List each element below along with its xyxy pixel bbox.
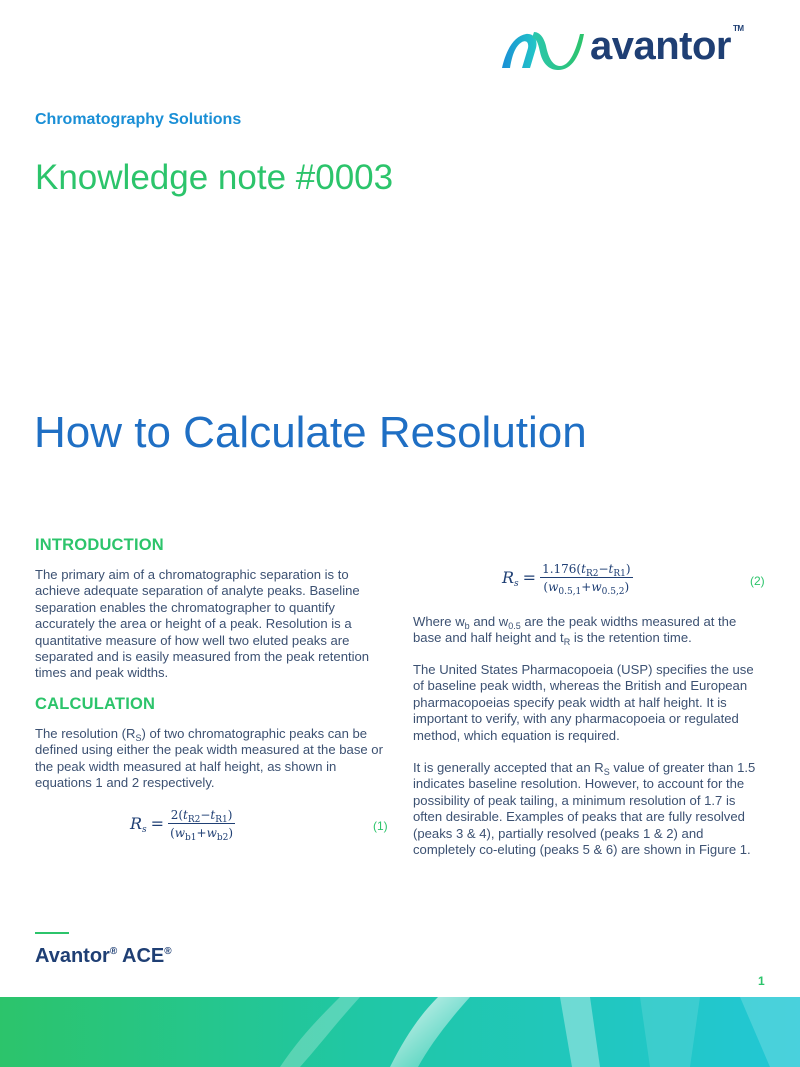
footer-gradient-band [0,997,800,1067]
where-paragraph: Where $w_b$ and $w_{0.5}$ are the peak widths measured at the base and half height and $t_R$ is the retention time. [413,614,737,648]
avantor-logo [500,23,770,72]
knowledge-note-title: Knowledge note #0003 [35,158,394,197]
footer-brand: Avantor® ACE® [35,945,172,967]
usp-paragraph: The United States Pharmacopoeia (USP) specifies the use of baseline peak width, whereas the British and European pharmacopoeias specify peak width at half height. It is important to verify, with any pharmacopoeia or regulated method, which equation is required. [413,662,754,743]
page-number: 1 [758,974,765,988]
introduction-paragraph: The primary aim of a chromatographic separation is to achieve adequate separation of analyte peaks. Baseline separation enables the chromatographer to quantify accurately the area or height of a peak. Resolution is a quantitative measure of how well two eluted peaks are separated and is easily measured from the peak retention times and peak widths. [35,567,370,681]
page-title: How to Calculate Resolution [34,408,587,457]
series-subtitle: Chromatography Solutions [35,111,242,128]
equation-2-number: (2) [750,574,765,588]
equation-2: $R_s$ = $\frac{1.176(t_{R2}-t_{R1})}{(w_{0.5,1}+w_{0.5,2})}$ [502,562,631,597]
accepted-resolution-paragraph: It is generally accepted that an $R_S$ value of greater than 1.5 indicates baseline resolution. However, to account for the possibility of peak tailing, a minimum resolution of 1.7 is often desirable. Examples of peaks that are fully resolved (peaks 3 & 4), partially resolved (peaks 1 & 2) and completely co-eluting (peaks 5 & 6) are shown in Figure 1. [413,760,756,858]
equation-1-number: (1) [373,819,388,833]
introduction-heading: INTRODUCTION [35,536,164,554]
logo-wordmark: avantor ™ [590,23,744,68]
footer-divider [35,932,69,934]
equation-1: $R_s$ = $\frac{2(t_{R2}-t_{R1})}{(w_{b1}+w_{b2})}$ [130,808,234,843]
avantor-mark-icon [500,30,584,70]
calculation-paragraph: The resolution $(R_S)$ of two chromatographic peaks can be defined using either the peak width measured at the base or the peak width measured at half height, as shown in equations 1 and 2 respectively. [35,726,383,791]
calculation-heading: CALCULATION [35,695,156,713]
